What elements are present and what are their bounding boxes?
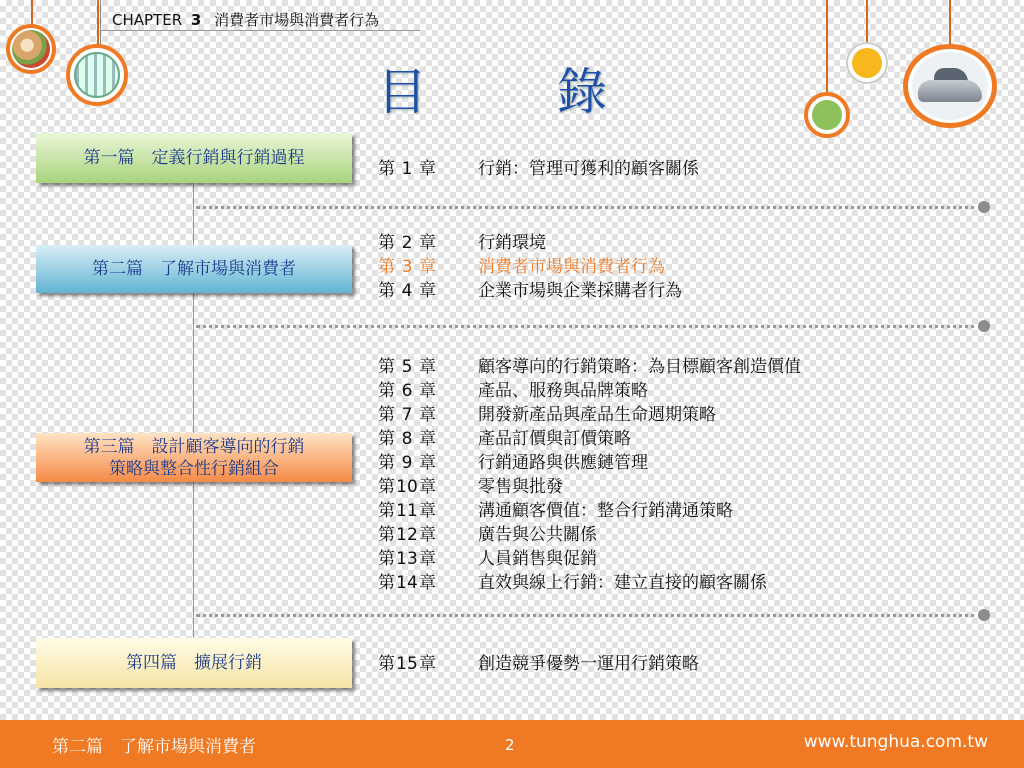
chapter-item[interactable] <box>378 571 801 595</box>
hanging-string <box>866 0 868 44</box>
chapter-item[interactable] <box>378 523 801 547</box>
hanging-string <box>31 0 33 26</box>
part-1-label <box>36 133 352 183</box>
hanging-string <box>826 0 828 94</box>
chapter-number-label: 第11章 <box>378 501 436 521</box>
chapter-title: 行銷環境 <box>478 233 546 253</box>
chapter-title: 產品訂價與訂價策略 <box>478 429 631 449</box>
chapter-title: 廣告與公共關係 <box>478 525 597 545</box>
chapter-number-label: 第 5 章 <box>378 357 436 377</box>
footer-bar <box>0 720 1024 768</box>
page-number: 2 <box>505 736 515 754</box>
chapter-item[interactable] <box>378 547 801 571</box>
chapter-number-label: 第10章 <box>378 477 436 497</box>
part-3-text: 第三篇 設計顧客導向的行銷 策略與整合性行銷組合 <box>83 436 305 479</box>
page-title: 目 錄 <box>377 63 647 121</box>
chapter-item[interactable] <box>378 231 682 255</box>
chapter-title: 開發新產品與產品生命週期策略 <box>478 405 716 425</box>
part-4-label <box>36 638 352 688</box>
hanging-string <box>949 0 951 46</box>
chapter-title: 顧客導向的行銷策略：為目標顧客創造價值 <box>478 357 801 377</box>
chapter-title: 消費者市場與消費者行為 <box>478 257 665 277</box>
part-4-text: 第四篇 擴展行銷 <box>126 653 262 673</box>
globe-photo-icon <box>74 52 120 98</box>
chapter-group-1 <box>378 157 699 181</box>
chapter-title: 企業市場與企業採購者行為 <box>478 281 682 301</box>
chapter-number-label: 第 6 章 <box>378 381 436 401</box>
chapter-title: 人員銷售與促銷 <box>478 549 597 569</box>
section-divider <box>196 614 982 617</box>
chapter-item[interactable] <box>378 157 699 181</box>
chapter-title: 消費者市場與消費者行為 <box>214 11 380 29</box>
chapter-number-label: 第14章 <box>378 573 436 593</box>
chapter-group-4 <box>378 652 699 676</box>
chapter-group-3 <box>378 355 801 595</box>
chapter-title: 零售與批發 <box>478 477 563 497</box>
chapter-title: 行銷通路與供應鏈管理 <box>478 453 648 473</box>
chapter-title: 創造競爭優勢一運用行銷策略 <box>478 654 699 674</box>
divider-end-dot <box>978 320 990 332</box>
section-divider <box>196 206 982 209</box>
chapter-number-label: 第 9 章 <box>378 453 436 473</box>
divider-end-dot <box>978 609 990 621</box>
chapter-item[interactable] <box>378 475 801 499</box>
chapter-number-label: 第 2 章 <box>378 233 436 253</box>
part-1-text: 第一篇 定義行銷與行銷過程 <box>83 148 305 168</box>
chapter-number-label: 第12章 <box>378 525 436 545</box>
footer-section: 第二篇 了解市場與消費者 <box>52 737 256 757</box>
chapter-item[interactable] <box>378 355 801 379</box>
header-rule <box>100 30 420 31</box>
chapter-number-label: 第15章 <box>378 654 436 674</box>
food-photo-icon <box>12 30 50 68</box>
chapter-title: 直效與線上行銷：建立直接的顧客關係 <box>478 573 767 593</box>
footer-url-link[interactable]: www.tunghua.com.tw <box>803 732 988 752</box>
chapter-number: 3 <box>190 11 202 29</box>
hanging-string <box>97 0 99 46</box>
chapter-item[interactable] <box>378 499 801 523</box>
divider-end-dot <box>978 201 990 213</box>
chapter-item[interactable] <box>378 652 699 676</box>
part-2-text: 第二篇 了解市場與消費者 <box>92 259 296 279</box>
chapter-prefix: CHAPTER <box>112 11 183 29</box>
chapter-item[interactable] <box>378 279 682 303</box>
chapter-header <box>112 9 379 30</box>
chapter-group-2 <box>378 231 682 303</box>
chapter-item[interactable] <box>378 255 682 279</box>
chapter-number-label: 第 3 章 <box>378 257 436 277</box>
chapter-title: 產品、服務與品牌策略 <box>478 381 648 401</box>
chapter-item[interactable] <box>378 427 801 451</box>
chapter-title: 行銷：管理可獲利的顧客關係 <box>478 159 699 179</box>
green-dot-icon <box>812 100 842 130</box>
yellow-dot-icon <box>852 48 882 78</box>
car-photo-icon <box>912 52 988 120</box>
chapter-number-label: 第13章 <box>378 549 436 569</box>
chapter-number-label: 第 7 章 <box>378 405 436 425</box>
chapter-number-label: 第 1 章 <box>378 159 436 179</box>
chapter-number-label: 第 4 章 <box>378 281 436 301</box>
chapter-item[interactable] <box>378 403 801 427</box>
part-3-label <box>36 433 352 482</box>
part-2-label <box>36 245 352 293</box>
chapter-item[interactable] <box>378 379 801 403</box>
chapter-item[interactable] <box>378 451 801 475</box>
section-divider <box>196 325 982 328</box>
chapter-title: 溝通顧客價值：整合行銷溝通策略 <box>478 501 733 521</box>
chapter-number-label: 第 8 章 <box>378 429 436 449</box>
